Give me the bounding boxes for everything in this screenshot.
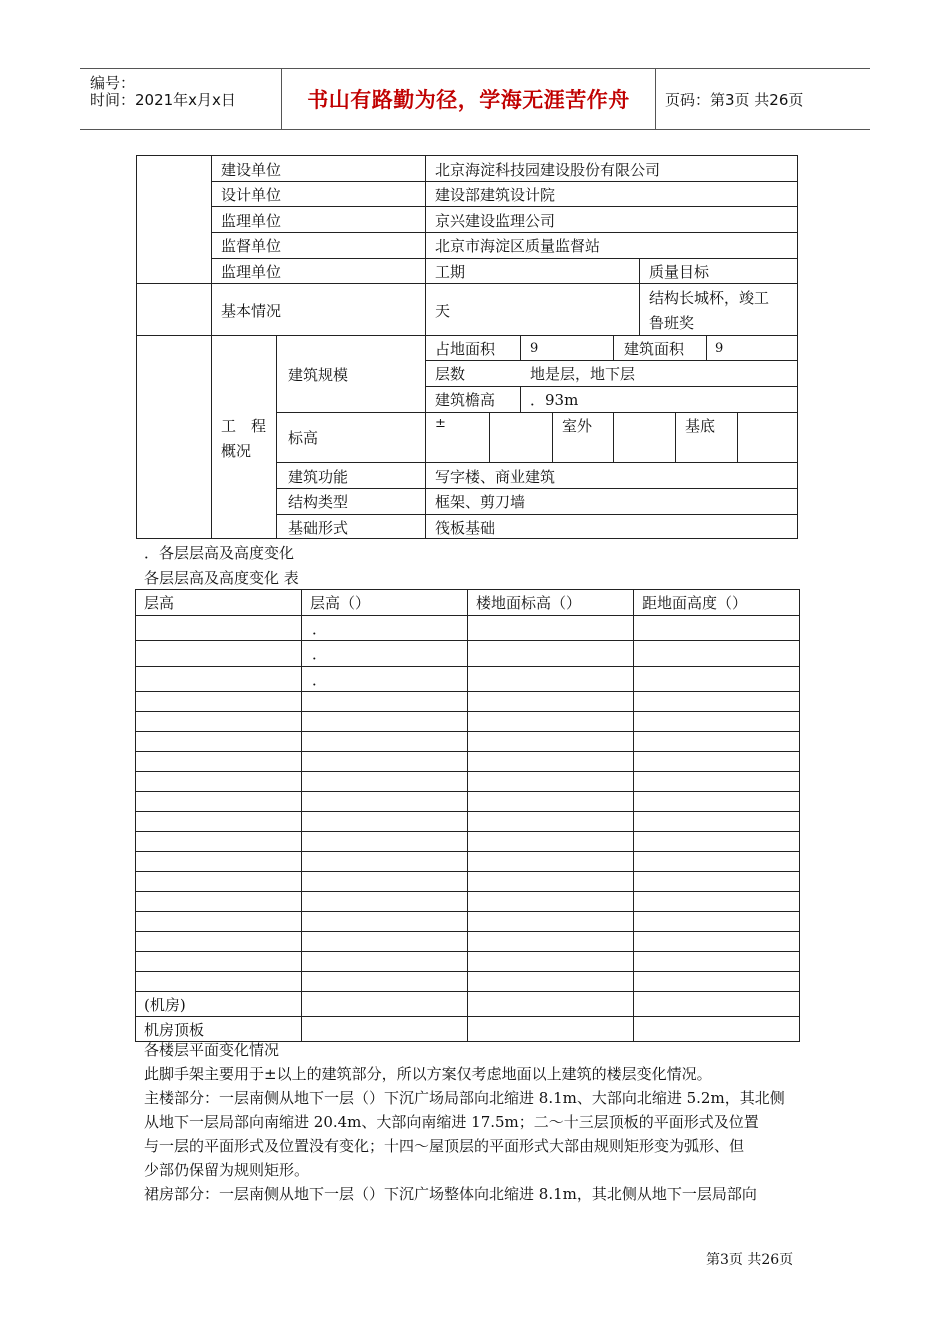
table-cell (634, 667, 800, 692)
scale-label: 建筑规模 (288, 366, 349, 384)
elevation-label: 标高 (288, 429, 319, 447)
table-cell (468, 972, 634, 992)
table-row (136, 667, 800, 692)
table-cell (468, 912, 634, 932)
column-header: 层高（） (302, 590, 468, 616)
quality-value-line1: 结构长城杯，竣工 (649, 289, 770, 307)
table-cell (136, 667, 302, 692)
table-cell (302, 972, 468, 992)
table-cell (302, 812, 468, 832)
project-info-table (136, 155, 798, 539)
table-cell (136, 792, 302, 812)
column-header: 楼地面标高（） (468, 590, 634, 616)
foundation-label: 基础形式 (288, 519, 349, 537)
table-cell (468, 992, 634, 1017)
table-cell (302, 932, 468, 952)
document-time: 时间：2021年x月x日 (90, 91, 236, 109)
table-cell (468, 892, 634, 912)
table-cell (302, 852, 468, 872)
foundation-value: 筏板基础 (435, 519, 496, 537)
table-cell (468, 616, 634, 641)
table-row (136, 641, 800, 667)
table-cell (136, 712, 302, 732)
table-cell (468, 812, 634, 832)
floors-value: 地是层，地下层 (530, 365, 636, 383)
table-cell: ． (302, 641, 468, 667)
table-cell (302, 712, 468, 732)
table-row (136, 812, 800, 832)
section-title: ．各层层高及高度变化 (144, 544, 295, 562)
table-cell (468, 772, 634, 792)
table-cell (634, 992, 800, 1017)
function-label: 建筑功能 (288, 468, 349, 486)
body-line: 少部仍保留为规则矩形。 (144, 1161, 310, 1179)
table-cell (468, 872, 634, 892)
table-row (136, 1017, 800, 1042)
table-cell (634, 641, 800, 667)
table-row (136, 912, 800, 932)
duration-label: 工期 (435, 263, 466, 281)
table-cell (136, 872, 302, 892)
supervision-unit-value: 京兴建设监理公司 (435, 212, 556, 230)
table-cell (136, 772, 302, 792)
table-cell (634, 872, 800, 892)
table-cell (468, 832, 634, 852)
header-meta (80, 69, 281, 129)
duration-value: 天 (435, 302, 451, 320)
supervision-unit-label-2: 监理单位 (221, 263, 282, 281)
table-cell (468, 932, 634, 952)
function-value: 写字楼、商业建筑 (435, 468, 556, 486)
table-cell (634, 712, 800, 732)
building-area-label: 建筑面积 (624, 340, 685, 358)
table-row (136, 832, 800, 852)
table-cell (302, 792, 468, 812)
land-area-label: 占地面积 (435, 340, 496, 358)
table-row (136, 792, 800, 812)
table-cell (136, 812, 302, 832)
table-row (136, 972, 800, 992)
body-line: 与一层的平面形式及位置没有变化；十四～屋顶层的平面形式大部由规则矩形变为弧形、但 (144, 1137, 745, 1155)
structure-value: 框架、剪刀墙 (435, 493, 526, 511)
table-cell (634, 932, 800, 952)
table-row (136, 732, 800, 752)
table-cell: (机房) (136, 992, 302, 1017)
body-line: 各楼层平面变化情况 (144, 1041, 280, 1059)
overview-label-line1: 工 程 (221, 417, 267, 435)
oversight-unit-value: 北京市海淀区质量监督站 (435, 237, 601, 255)
floors-label: 层数 (435, 365, 466, 383)
table-cell (634, 852, 800, 872)
table-cell (302, 912, 468, 932)
header-page-cell (656, 69, 870, 129)
header-motto-cell (281, 69, 656, 129)
table-cell (634, 752, 800, 772)
table-row (136, 872, 800, 892)
table-cell (634, 1017, 800, 1042)
table-cell (302, 732, 468, 752)
table-cell (136, 972, 302, 992)
table-cell: ． (302, 616, 468, 641)
table-cell (468, 692, 634, 712)
column-header: 层高 (136, 590, 302, 616)
building-area-value: 9 (715, 341, 724, 356)
table-cell (634, 792, 800, 812)
structure-label: 结构类型 (288, 493, 349, 511)
table-cell (302, 692, 468, 712)
document-number: 编号： (90, 74, 136, 92)
quality-value-line2: 鲁班奖 (649, 314, 695, 332)
table-cell (136, 641, 302, 667)
page-header (80, 68, 870, 130)
table-row (136, 692, 800, 712)
outdoor-label: 室外 (562, 417, 593, 435)
supervision-unit-label: 监理单位 (221, 212, 282, 230)
table-cell (302, 992, 468, 1017)
table-cell: ． (302, 667, 468, 692)
table-row (136, 616, 800, 641)
table-cell (136, 752, 302, 772)
table-cell (634, 972, 800, 992)
table-caption: 各层层高及高度变化 表 (144, 569, 299, 587)
body-line: 主楼部分：一层南侧从地下一层（）下沉广场局部向北缩进 8.1m、大部向北缩进 5.2m，其北侧 (144, 1089, 785, 1107)
construction-unit-label: 建设单位 (221, 161, 282, 179)
table-cell (136, 952, 302, 972)
table-row (136, 712, 800, 732)
body-line: 裙房部分：一层南侧从地下一层（）下沉广场整体向北缩进 8.1m，其北侧从地下一层局部向 (144, 1185, 757, 1203)
table-row (136, 892, 800, 912)
table-cell (468, 641, 634, 667)
table-cell (468, 792, 634, 812)
table-header-row (136, 590, 800, 616)
table-cell (136, 692, 302, 712)
table-cell (634, 952, 800, 972)
column-header: 距地面高度（） (634, 590, 800, 616)
table-cell (136, 616, 302, 641)
motto: 书山有路勤为径，学海无涯苦作舟 (307, 88, 630, 112)
table-cell (302, 752, 468, 772)
table-cell (634, 616, 800, 641)
table-row (136, 992, 800, 1017)
table-cell (634, 732, 800, 752)
table-row (136, 952, 800, 972)
table-cell (136, 912, 302, 932)
table-cell (468, 712, 634, 732)
table-row (136, 852, 800, 872)
eave-height-value: ．93m (530, 391, 579, 409)
table-cell: 机房顶板 (136, 1017, 302, 1042)
table-cell (468, 732, 634, 752)
table-cell (136, 852, 302, 872)
overview-label-line2: 概况 (221, 442, 252, 460)
table-cell (468, 952, 634, 972)
eave-height-label: 建筑檐高 (435, 391, 496, 409)
table-row (136, 752, 800, 772)
table-cell (302, 872, 468, 892)
table-cell (634, 912, 800, 932)
table-row (136, 772, 800, 792)
table-cell (468, 1017, 634, 1042)
table-cell (468, 852, 634, 872)
base-label: 基底 (685, 417, 716, 435)
table-cell (136, 932, 302, 952)
table-cell (136, 832, 302, 852)
table-cell (634, 772, 800, 792)
table-cell (634, 832, 800, 852)
land-area-value: 9 (530, 341, 539, 356)
floor-height-table (135, 589, 800, 1042)
page-footer: 第3页 共26页 (706, 1252, 794, 1268)
quality-target-label: 质量目标 (649, 263, 710, 281)
oversight-unit-label: 监督单位 (221, 237, 282, 255)
table-cell (634, 812, 800, 832)
table-cell (302, 1017, 468, 1042)
design-unit-value: 建设部建筑设计院 (435, 186, 556, 204)
page-number: 页码：第3页 共26页 (665, 90, 804, 109)
table-cell (302, 772, 468, 792)
construction-unit-value: 北京海淀科技园建设股份有限公司 (435, 161, 661, 179)
table-cell (136, 892, 302, 912)
table-cell (634, 692, 800, 712)
table-cell (302, 892, 468, 912)
table-cell (136, 732, 302, 752)
table-row (136, 932, 800, 952)
elevation-plus-minus: ± (435, 416, 446, 431)
body-line: 从地下一层局部向南缩进 20.4m、大部向南缩进 17.5m；二～十三层顶板的平面形式及位置 (144, 1113, 759, 1131)
table-cell (634, 892, 800, 912)
basic-situation-label: 基本情况 (221, 302, 282, 320)
body-line: 此脚手架主要用于±以上的建筑部分，所以方案仅考虑地面以上建筑的楼层变化情况。 (144, 1065, 712, 1083)
table-cell (302, 952, 468, 972)
table-cell (302, 832, 468, 852)
design-unit-label: 设计单位 (221, 186, 282, 204)
table-cell (468, 752, 634, 772)
table-cell (468, 667, 634, 692)
